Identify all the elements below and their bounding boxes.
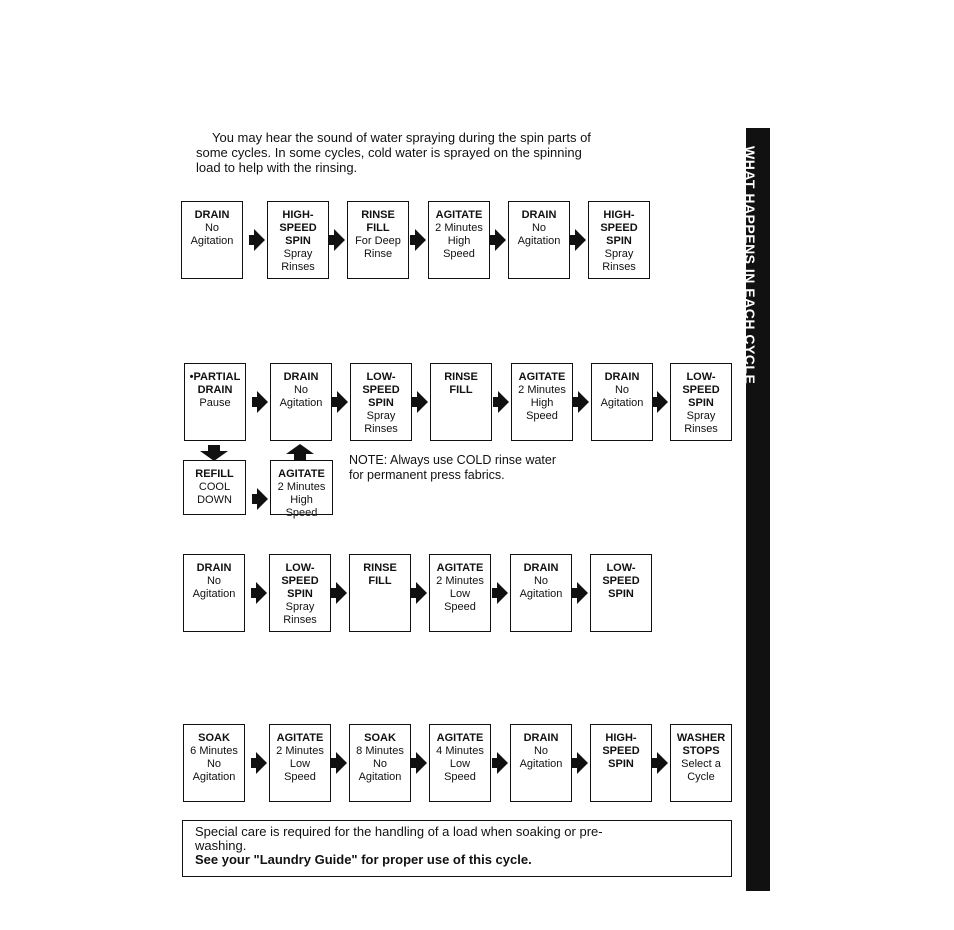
step-text: LOW- xyxy=(366,371,396,383)
intro-line-3: load to help with the rinsing. xyxy=(196,160,358,175)
step-text: SPIN xyxy=(608,588,634,600)
step-text: Spray xyxy=(604,248,634,260)
intro-text xyxy=(196,130,666,175)
step-text: LOW- xyxy=(285,562,315,574)
arrow-right-icon xyxy=(577,582,588,604)
row2-step-7 xyxy=(670,363,732,441)
care-line-3: See your "Laundry Guide" for proper use of this cycle. xyxy=(195,852,532,867)
note-line-2: for permanent press fabrics. xyxy=(349,468,505,482)
note-text xyxy=(349,453,609,483)
arrow-right-icon xyxy=(578,391,589,413)
special-care-box xyxy=(182,820,732,877)
step-text: Low xyxy=(449,588,471,600)
row2sub-step-1 xyxy=(183,460,246,515)
step-text: AGITATE xyxy=(436,732,484,744)
step-text: Agitation xyxy=(519,588,563,600)
intro-line-2: some cycles. In some cycles, cold water is sprayed on the spinning xyxy=(196,145,582,160)
step-text: Agitation xyxy=(519,758,563,770)
step-text: SPEED xyxy=(602,575,640,587)
arrow-right-icon xyxy=(657,391,668,413)
step-text: Speed xyxy=(284,771,316,783)
row4-step-2 xyxy=(269,724,331,802)
down-arrow-icon xyxy=(200,451,228,461)
arrow-right-icon xyxy=(657,752,668,774)
row4-step-3 xyxy=(349,724,411,802)
row3-step-5 xyxy=(510,554,572,632)
step-text: Rinse xyxy=(363,248,393,260)
step-text: Select a xyxy=(681,758,721,770)
step-text: SPEED xyxy=(281,575,319,587)
step-text: FILL xyxy=(368,575,392,587)
arrow-right-icon xyxy=(415,229,426,251)
step-text: DRAIN xyxy=(523,732,559,744)
step-text: Low xyxy=(289,758,311,770)
step-text: COOL xyxy=(198,481,231,493)
step-text: HIGH- xyxy=(605,732,637,744)
arrow-right-icon xyxy=(336,582,347,604)
row4-step-4 xyxy=(429,724,491,802)
step-text: DRAIN xyxy=(283,371,319,383)
step-text: DRAIN xyxy=(197,384,233,396)
row2-step-5 xyxy=(511,363,573,441)
step-text: LOW- xyxy=(686,371,716,383)
row2-step-4 xyxy=(430,363,492,441)
row3-step-3 xyxy=(349,554,411,632)
row1-step-6 xyxy=(588,201,650,279)
step-text: Low xyxy=(449,758,471,770)
intro-line-1: You may hear the sound of water spraying during the spin parts of xyxy=(212,130,591,145)
step-text: 2 Minutes xyxy=(276,745,324,757)
step-text: SPIN xyxy=(608,758,634,770)
arrow-right-icon xyxy=(417,391,428,413)
step-text: Spray xyxy=(283,248,313,260)
step-text: SPIN xyxy=(368,397,394,409)
row2-step-3 xyxy=(350,363,412,441)
row4-step-6 xyxy=(590,724,652,802)
step-text: Speed xyxy=(526,410,558,422)
row3-step-6 xyxy=(590,554,652,632)
arrow-right-icon xyxy=(495,229,506,251)
step-text: Agitation xyxy=(517,235,561,247)
step-text: SOAK xyxy=(198,732,230,744)
step-text: FILL xyxy=(449,384,473,396)
step-text: No xyxy=(206,575,222,587)
row1-step-5 xyxy=(508,201,570,279)
step-text: No xyxy=(614,384,630,396)
step-text: HIGH- xyxy=(603,209,635,221)
step-text: 6 Minutes xyxy=(190,745,238,757)
step-text: RINSE xyxy=(363,562,397,574)
arrow-right-icon xyxy=(256,752,267,774)
step-text: High xyxy=(290,494,313,506)
step-text: SPEED xyxy=(682,384,720,396)
row4-step-5 xyxy=(510,724,572,802)
step-text: 4 Minutes xyxy=(436,745,484,757)
step-text: 2 Minutes xyxy=(436,575,484,587)
step-text: AGITATE xyxy=(436,562,484,574)
step-text: Speed xyxy=(444,601,476,613)
step-text: DOWN xyxy=(197,494,232,506)
arrow-right-icon xyxy=(575,229,586,251)
step-text: 2 Minutes xyxy=(277,481,326,493)
care-line-1: Special care is required for the handling of a load when soaking or pre- xyxy=(195,824,603,839)
step-text: Agitation xyxy=(192,588,236,600)
row2-step-1 xyxy=(184,363,246,441)
note-line-1: NOTE: Always use COLD rinse water xyxy=(349,453,557,467)
step-text: High xyxy=(447,235,471,247)
step-text: Spray xyxy=(366,410,396,422)
step-text: SPIN xyxy=(285,235,311,247)
arrow-right-icon xyxy=(257,391,268,413)
step-text: Spray xyxy=(686,410,716,422)
step-text: Agitation xyxy=(279,397,323,409)
row3-step-4 xyxy=(429,554,491,632)
arrow-right-icon xyxy=(334,229,345,251)
row4-step-1 xyxy=(183,724,245,802)
step-text: Pause xyxy=(199,397,231,409)
step-text: AGITATE xyxy=(276,732,324,744)
step-text: No xyxy=(293,384,309,396)
step-text: Agitation xyxy=(600,397,644,409)
step-text: DRAIN xyxy=(523,562,559,574)
step-text: RINSE xyxy=(361,209,395,221)
step-text: Speed xyxy=(443,248,475,260)
arrow-right-icon xyxy=(497,582,508,604)
step-text: •PARTIAL xyxy=(189,371,241,383)
step-text: Rinses xyxy=(283,614,317,626)
arrow-right-icon xyxy=(498,391,509,413)
arrow-right-icon xyxy=(577,752,588,774)
step-text: SPIN xyxy=(688,397,714,409)
step-text: DRAIN xyxy=(604,371,640,383)
step-text: No xyxy=(206,758,222,770)
row2-step-2 xyxy=(270,363,332,441)
step-text: SOAK xyxy=(364,732,396,744)
step-text: No xyxy=(531,222,547,234)
step-text: High xyxy=(530,397,554,409)
sidebar-title: WHAT HAPPENS IN EACH CYCLE xyxy=(742,146,758,385)
up-arrow-icon xyxy=(286,444,314,454)
arrow-right-icon xyxy=(497,752,508,774)
step-text: Agitation xyxy=(358,771,402,783)
step-text: FILL xyxy=(366,222,390,234)
arrow-right-icon xyxy=(256,582,267,604)
step-text: No xyxy=(533,575,549,587)
step-text: 2 Minutes xyxy=(435,222,483,234)
step-text: WASHER xyxy=(676,732,726,744)
row3-step-1 xyxy=(183,554,245,632)
step-text: For Deep xyxy=(355,235,401,247)
arrow-right-icon xyxy=(337,391,348,413)
step-text: AGITATE xyxy=(278,468,325,480)
row4-step-7 xyxy=(670,724,732,802)
step-text: No xyxy=(204,222,220,234)
step-text: DRAIN xyxy=(194,209,230,221)
step-text: No xyxy=(372,758,388,770)
step-text: REFILL xyxy=(195,468,234,480)
step-text: SPEED xyxy=(602,745,640,757)
row1-step-1 xyxy=(181,201,243,279)
row1-step-3 xyxy=(347,201,409,279)
step-text: 8 Minutes xyxy=(356,745,404,757)
step-text: Cycle xyxy=(687,771,715,783)
step-text: SPIN xyxy=(287,588,313,600)
step-text: Rinses xyxy=(364,423,398,435)
arrow-right-icon xyxy=(257,488,268,510)
step-text: DRAIN xyxy=(196,562,232,574)
step-text: Agitation xyxy=(192,771,236,783)
step-text: AGITATE xyxy=(435,209,483,221)
step-text: Spray xyxy=(285,601,315,613)
step-text: STOPS xyxy=(682,745,720,757)
step-text: SPEED xyxy=(600,222,638,234)
care-line-2: washing. xyxy=(195,838,247,853)
arrow-right-icon xyxy=(254,229,265,251)
step-text: No xyxy=(533,745,549,757)
step-text: SPEED xyxy=(279,222,317,234)
step-text: DRAIN xyxy=(521,209,557,221)
row3-step-2 xyxy=(269,554,331,632)
step-text: LOW- xyxy=(606,562,636,574)
step-text: Speed xyxy=(285,507,318,519)
step-text: RINSE xyxy=(444,371,478,383)
step-text: Agitation xyxy=(190,235,234,247)
step-text: 2 Minutes xyxy=(518,384,566,396)
step-text: HIGH- xyxy=(282,209,314,221)
row1-step-4 xyxy=(428,201,490,279)
step-text: SPIN xyxy=(606,235,632,247)
row1-step-2 xyxy=(267,201,329,279)
arrow-right-icon xyxy=(336,752,347,774)
step-text: Rinses xyxy=(281,261,315,273)
arrow-right-icon xyxy=(416,582,427,604)
row2sub-step-2 xyxy=(270,460,333,519)
step-text: Rinses xyxy=(684,423,718,435)
step-text: SPEED xyxy=(362,384,400,396)
step-text: AGITATE xyxy=(518,371,566,383)
step-text: Rinses xyxy=(602,261,636,273)
arrow-right-icon xyxy=(416,752,427,774)
step-text: Speed xyxy=(444,771,476,783)
row2-step-6 xyxy=(591,363,653,441)
